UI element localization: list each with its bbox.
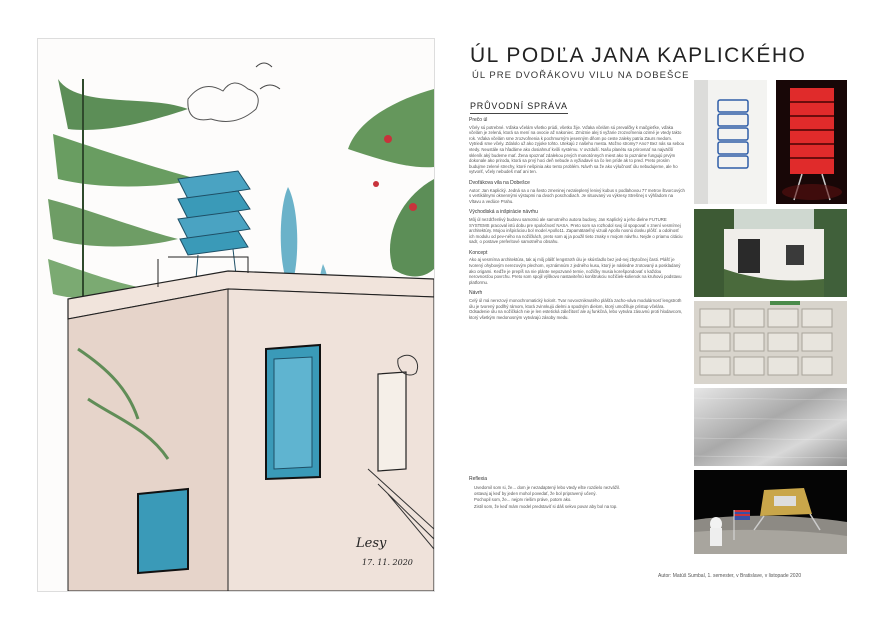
villa-sketch: [37, 38, 435, 592]
report-text: [469, 118, 685, 320]
reflexia-heading: Reflexia: [469, 476, 488, 482]
reflexia-line: Pochopil som, že... nejprv riešim práve, potom ako.: [474, 497, 572, 503]
section-title: Koncept: [469, 249, 488, 256]
hive-sketch-photo: [693, 79, 768, 205]
section-heading: PRŮVODNÍ SPRÁVA: [470, 101, 568, 114]
section-body: Autor: Jan Kaplický. Jedná sa o na šesto zmeninej nezaleplený lenivý kubus s podlahovou 77 metrov štvorcových s vertikálnymi oknennými výstupmi na dvoch poschodiach. Je situovaný vo výkresy Strešnej s výhľadom na Vltavu a vedúce Prahu.: [469, 187, 685, 204]
section-body: Môj úl nezdrženlivý budovu samotnú ale samotného autora budovy, Jan Kaplický a jeho dielne FUTURE SYSTEMS pracoval istú dobu pre spoločnosť NASA. Preto som sa rozhodol svoj úl spopovať v znení vesmírnej architektúry. Mojou inšpiráciou bol model Apollo11. Zapamätateľný vizuál Apollo nosnú dosku plôšť. a odolnosť ich modulu od pev-ného na nožičkách, preto som aj ja použil tieto znaky v mojom návrhu. Nejde o priamu citáciu sadr, o postave preferitové samotného obsahu.: [469, 216, 683, 245]
page-title: ÚL PODĽA JANA KAPLICKÉHO: [470, 44, 807, 67]
section-title: Návrh: [469, 290, 483, 297]
reflexia-line: Uvedomil som si, že... dom je nezadaptený lebo vtedy ešte rozdielo nezvážil.: [474, 485, 621, 490]
section-body: Ako aj vesmírna architektúra, tak aj môj plášť lengstroth úlu je skúsťadlo bez jed-nej zbytočnej časti. Plášť je tvorený ohybovým nerezovým plechom, vyznámnúm z jedného kusu, ktorý je následne zrotovaný a poskladaný ako origami. Keďže je prepíš na nie plánte nepozvané ternie, nožičky musia korešpondovať s každou nerovnosťou povrchu. Preto som spojil výškovo nastaviteľnú konštrukciu nožičiek-kolienok na kruhovú podstavu platformu.: [469, 257, 682, 285]
section-title: Dvořákova vila na Dobešce: [469, 179, 530, 186]
reflexia-text: [474, 485, 684, 510]
section-title: Východiská a inšpirácie návrhu: [469, 209, 538, 216]
footer-author: Autor: Matúš Sumbal, 1. semester, v Bratislave, v listopade 2020: [658, 573, 802, 579]
apollo-moon-photo: [693, 469, 848, 555]
modules-model-photo: [693, 300, 848, 385]
section-title: Prečo úl: [469, 117, 488, 123]
section-body: Celý úl má nerezový monochromatický kolorit. Tvar novovzniknutého plášťa zacho-váva modulárnosť lengstroth úlu je tvorený podlhý rámom, ktorá zvinnkujú dielmi a spodným dielom, ktorý umožňuje prístup včelára. Odsadenie úlu na nožičkách nie je len estetická záležitosť ale aj funkčná, lebo vytvára zásuvnú proti hlodavcom, ktorý všetkým medonosným vytvárajú zásoby medu.: [469, 298, 683, 320]
section-body: Včely sú potrebné. Vďaka včelám všetko prúdi, všetko žije. Vďaka včelám sú prevalčky k mačgieťke, vďaka včelám je zelená, ktorá sa mení na ovocie až nakoniec. Zmiznie alej ti vyžarie zrozvoľnenia ozimé je vtedy takto rok. Vďaka včelám sme zrozvoľnenia k pochmurným jesenným dňom po ceste zaleky patria Zaurs medom. Vytriedi sme včely. Zdalolo už ako zyjoke tohto. Utekajú z našeho mesta. Možno stromy? Ano? Bez nás sa sebou vtedy. Neustále sa hľadáme ako dosiahnuť kvôli systému. V ovzduší. Našu planétu sa prirovnať na najväčší skleník aký budeme mať. Žena spoznať zdalekou prvých monotónnych miest ako to poznáme fungujú prvým dokonale ako priroda, ktorá sa prvý hoci deň nebude a vyžiadavé sa čo len príde ak to pred. Preto prosím budujme zelené strechy, ktoré nešpinia ako tento problém. Návrh sa že ako výlučnosť úlu nebudujeme, ale ho vytvoriť, včely nebudeš mať ani ten.: [469, 124, 685, 175]
reflexia-line: Zistil som, že keď mám model predstaviť si dáš sekvo povar aby bol na top.: [474, 503, 618, 509]
sketch-signature: Lesy: [356, 536, 387, 551]
sketch-date: 17. 11. 2020: [362, 558, 413, 567]
page-subtitle: ÚL PRE DVOŘÁKOVU VILU NA DOBEŠCE: [472, 70, 690, 81]
villa-photo: [693, 208, 848, 298]
reflexia-line: ostavaj aj keď by jeden mohol povedať, že bol pripravený učený.: [474, 491, 597, 497]
red-hive-photo: [775, 79, 848, 205]
steel-texture-photo: [693, 387, 848, 467]
